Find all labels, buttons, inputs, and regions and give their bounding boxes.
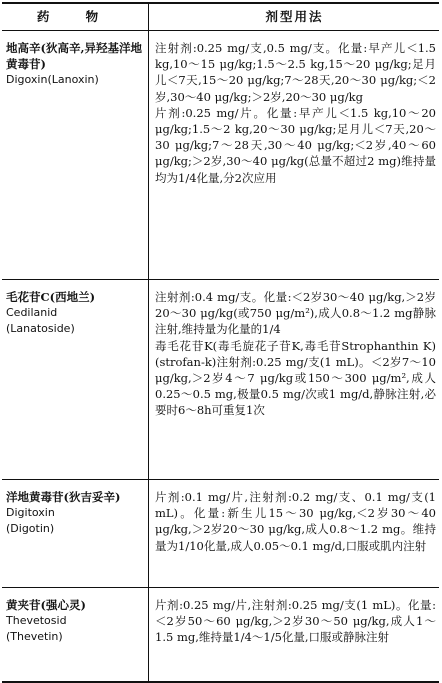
usage-paragraph: 片剂:0.25 mg/片,注射剂:0.25 mg/支(1 mL)。化量:＜2岁50～60 μg/kg,＞2岁30～50 μg/kg,成人1～1.5 mg,维持量1/4～1/5化量,口服或静脉注射 bbox=[155, 598, 436, 645]
table-header-row bbox=[2, 3, 439, 31]
drug-cell bbox=[2, 31, 149, 280]
drug-name-en: Cedilanid bbox=[6, 306, 58, 320]
usage-paragraph: 注射剂:0.4 mg/支。化量:＜2岁30～40 μg/kg,＞2岁20～30 μg/kg(或750 μg/m²),成人0.8～1.2 mg静脉注射,维持量为化量的1/4 bbox=[155, 290, 436, 337]
drug-cell bbox=[2, 588, 149, 683]
table-row bbox=[2, 31, 439, 280]
usage-cell bbox=[149, 588, 440, 683]
drug-cell bbox=[2, 480, 149, 588]
header-usage: 剂型用法 bbox=[149, 3, 440, 31]
drug-name-en: Thevetosid bbox=[6, 614, 67, 628]
drug-name-en-alt: (Thevetin) bbox=[6, 630, 63, 644]
drug-name-cn: 毛花苷C(西地兰) bbox=[6, 290, 96, 304]
drug-name-cn: 黄夹苷(强心灵) bbox=[6, 598, 86, 612]
usage-paragraph: 片剂:0.25 mg/片。化量:早产儿＜1.5 kg,10～20 μg/kg;1.5～2 kg,20～30 μg/kg;足月儿＜7天,20～30 μg/kg;7～28天,30～40 μg/kg;＜2岁,40～60 μg/kg;＞2岁,30～40 μg/kg(总量不超过2 mg)维持量均为1/4化量,分2次应用 bbox=[155, 105, 436, 185]
usage-paragraph: 注射剂:0.25 mg/支,0.5 mg/支。化量:早产儿＜1.5 kg,10～15 μg/kg;1.5～2.5 kg,15～20 μg/kg;足月儿＜7天,15～20 μg/kg;7～28天,20～30 μg/kg;＜2岁,30～40 μg/kg;＞2岁,20～30 μg/kg bbox=[155, 41, 436, 104]
table-row bbox=[2, 588, 439, 683]
usage-paragraph: 片剂:0.1 mg/片,注射剂:0.2 mg/支、0.1 mg/支(1 mL)。化量:新生儿15～30 μg/kg,＜2岁30～40 μg/kg,＞2岁20～30 μg/kg,成人0.8～1.2 mg。维持量为1/10化量,成人0.05～0.1 mg/d,口服或肌内注射 bbox=[155, 490, 436, 553]
drug-dosage-table bbox=[2, 2, 439, 683]
drug-name-en-alt: (Lanatoside) bbox=[6, 322, 75, 336]
usage-paragraph: 毒毛花苷K(毒毛旋花子苷K,毒毛苷Strophanthin K)(strofan-k)注射剂:0.25 mg/支(1 mL)。＜2岁7～10 μg/kg,＞2岁4～7 μg/kg或150～300 μg/m²,成人0.25～0.5 mg,极量0.5 mg/次或1 mg/d,静脉注射,必要时6～8h可重复1次 bbox=[155, 338, 436, 418]
header-drug: 药 物 bbox=[2, 3, 149, 31]
drug-name-en: Digoxin(Lanoxin) bbox=[6, 73, 99, 87]
drug-cell bbox=[2, 280, 149, 480]
drug-name-cn: 洋地黄毒苷(狄吉妥辛) bbox=[6, 490, 121, 504]
drug-name-en-alt: (Digotin) bbox=[6, 522, 55, 536]
usage-cell bbox=[149, 280, 440, 480]
usage-cell bbox=[149, 480, 440, 588]
table-row bbox=[2, 480, 439, 588]
table-row bbox=[2, 280, 439, 480]
usage-cell bbox=[149, 31, 440, 280]
drug-name-cn: 地高辛(狄高辛,异羟基洋地黄毒苷) bbox=[6, 41, 142, 72]
drug-name-en: Digitoxin bbox=[6, 506, 55, 520]
